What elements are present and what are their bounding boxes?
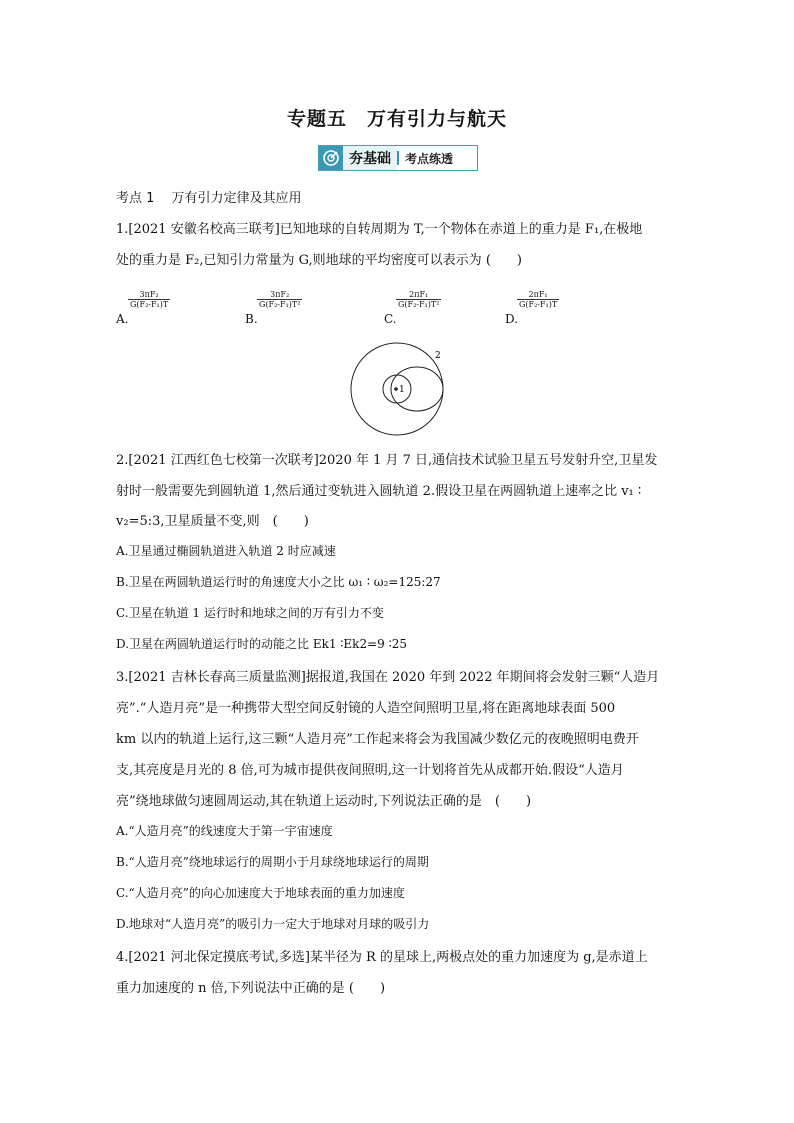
q1-line-2: 处的重力是 F₂,已知引力常量为 G,则地球的平均密度可以表示为 ( ) — [116, 253, 522, 268]
option-numerator: 2πF₁ — [517, 290, 559, 300]
target-icon — [319, 146, 343, 170]
q2-option-d: D.卫星在两圆轨道运行时的动能之比 Ek1 ∶Ek2=9 ∶25 — [116, 637, 407, 651]
q3-line-2: 亮”.“人造月亮”是一种携带大型空间反射镜的人造空间照明卫星,将在距离地球表面 500 — [116, 701, 616, 716]
page-title: 专题五 万有引力与航天 — [286, 108, 507, 130]
q1-line-1: 1.[2021 安徽名校高三联考]已知地球的自转周期为 T,一个物体在赤道上的重力是 F₁,在极地 — [116, 222, 643, 237]
q3-line-4: 支,其亮度是月光的 8 倍,可为城市提供夜间照明,这一计划将首先从成都开始.假设“人造月 — [116, 763, 624, 778]
option-label: B. — [245, 312, 258, 326]
q2-option-b: B.卫星在两圆轨道运行时的角速度大小之比 ω₁ ∶ ω₂=125:27 — [116, 575, 441, 589]
earth-dot — [394, 387, 398, 391]
q3-line-5: 亮”绕地球做匀速圆周运动,其在轨道上运动时,下列说法正确的是 ( ) — [116, 794, 532, 809]
option-numerator: 3πF₂ — [128, 290, 170, 300]
orbit-2-label: 2 — [435, 351, 441, 361]
option-numerator: 2πF₁ — [396, 290, 441, 300]
option-numerator: 3πF₂ — [257, 290, 302, 300]
option-denominator: G(F₂-F₁)T² — [398, 300, 440, 309]
option-denominator: G(F₂-F₁)T — [130, 300, 169, 309]
orbit-diagram — [345, 340, 455, 440]
q2-line-2: 射时一般需要先到圆轨道 1,然后通过变轨进入圆轨道 2.假设卫星在两圆轨道上速率之比 v₁ ∶ — [116, 484, 642, 499]
q3-option-d: D.地球对“人造月亮”的吸引力一定大于地球对月球的吸引力 — [116, 917, 430, 931]
badge-sub-label: 考点练透 — [405, 151, 454, 166]
option-label: C. — [384, 312, 397, 326]
section-heading: 考点 1 万有引力定律及其应用 — [116, 191, 302, 206]
q3-option-a: A.“人造月亮”的线速度大于第一宇宙速度 — [116, 824, 333, 838]
option-label: D. — [505, 312, 519, 326]
q4-line-2: 重力加速度的 n 倍,下列说法中正确的是 ( ) — [116, 981, 386, 996]
option-denominator: G(F₂-F₁)T — [519, 300, 558, 309]
q2-line-3: v₂=5:3,卫星质量不变,则 ( ) — [116, 514, 309, 529]
section-badge — [318, 145, 478, 171]
option-denominator: G(F₂-F₁)T² — [259, 300, 301, 309]
q4-line-1: 4.[2021 河北保定摸底考试,多选]某半径为 R 的星球上,两极点处的重力加速度为 g,是赤道上 — [116, 950, 648, 965]
q3-line-1: 3.[2021 吉林长春高三质量监测]据报道,我国在 2020 年到 2022 年期间将会发射三颗“人造月 — [116, 670, 660, 685]
q2-option-a: A.卫星通过椭圆轨道进入轨道 2 时应减速 — [116, 544, 336, 558]
orbit-1-label: 1 — [399, 385, 405, 395]
q3-option-c: C.“人造月亮”的向心加速度大于地球表面的重力加速度 — [116, 886, 405, 900]
q3-option-b: B.“人造月亮”绕地球运行的周期小于月球绕地球运行的周期 — [116, 855, 429, 869]
q3-line-3: km 以内的轨道上运行,这三颗“人造月亮”工作起来将会为我国减少数亿元的夜晚照明电费开 — [116, 732, 639, 747]
q2-line-1: 2.[2021 江西红色七校第一次联考]2020 年 1 月 7 日,通信技术试验卫星五号发射升空,卫星发 — [116, 453, 658, 468]
option-label: A. — [116, 312, 129, 326]
q2-option-c: C.卫星在轨道 1 运行时和地球之间的万有引力不变 — [116, 606, 384, 620]
badge-main-label: 夯基础 — [343, 146, 397, 170]
